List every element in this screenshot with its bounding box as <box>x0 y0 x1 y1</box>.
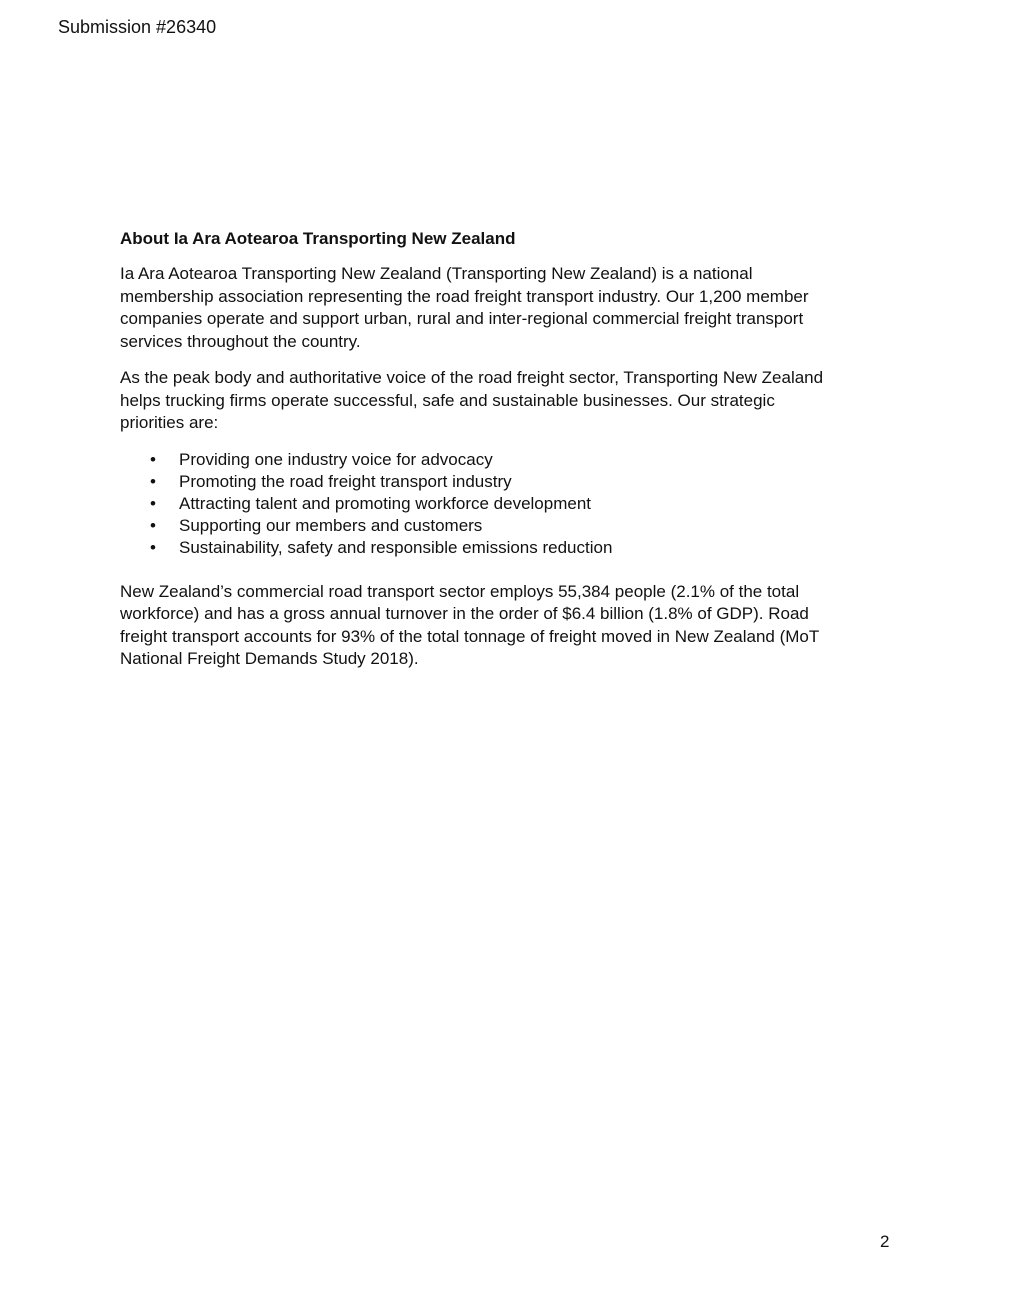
priorities-intro-paragraph <box>120 367 888 435</box>
page-number: 2 <box>880 1232 890 1251</box>
list-item-text: Promoting the road freight transport industry <box>179 471 512 491</box>
list-item-text: Supporting our members and customers <box>179 515 483 535</box>
paragraph-line: New Zealand’s commercial road transport sector employs 55,384 people (2.1% of the total <box>120 581 800 601</box>
list-item-text: Providing one industry voice for advocacy <box>179 449 493 469</box>
section-heading: About Ia Ara Aotearoa Transporting New Zealand <box>120 229 516 248</box>
list-item-text: Sustainability, safety and responsible emissions reduction <box>179 537 613 557</box>
intro-paragraph <box>120 263 888 353</box>
paragraph-line: National Freight Demands Study 2018). <box>120 649 419 668</box>
statistics-paragraph <box>120 581 888 671</box>
document-body <box>120 228 888 685</box>
list-item <box>120 493 888 515</box>
priorities-list <box>120 449 888 559</box>
paragraph-line: As the peak body and authoritative voice of the road freight sector, Transporting New Zealand <box>120 368 824 387</box>
paragraph-line: companies operate and support urban, rural and inter-regional commercial freight transport <box>120 309 804 328</box>
bullet-icon: • <box>150 515 156 535</box>
paragraph-line: helps trucking firms operate successful, safe and sustainable businesses. Our strategic <box>120 390 775 410</box>
paragraph-line: workforce) and has a gross annual turnover in the order of $6.4 billion (1.8% of GDP). Road <box>120 604 809 623</box>
bullet-icon: • <box>150 537 156 557</box>
submission-label: Submission #26340 <box>58 17 217 37</box>
bullet-icon: • <box>150 471 156 491</box>
paragraph-line: services throughout the country. <box>120 331 361 351</box>
paragraph-line: membership association representing the road freight transport industry. Our 1,200 member <box>120 286 809 306</box>
paragraph-line: Ia Ara Aotearoa Transporting New Zealand (Transporting New Zealand) is a national <box>120 264 753 283</box>
list-item <box>120 515 888 537</box>
list-item <box>120 449 888 471</box>
paragraph-line: freight transport accounts for 93% of the total tonnage of freight moved in New Zealand (MoT <box>120 626 820 646</box>
paragraph-line: priorities are: <box>120 413 219 432</box>
bullet-icon: • <box>150 493 156 513</box>
list-item-text: Attracting talent and promoting workforce development <box>179 493 592 513</box>
list-item <box>120 537 888 559</box>
bullet-icon: • <box>150 449 156 469</box>
list-item <box>120 471 888 493</box>
